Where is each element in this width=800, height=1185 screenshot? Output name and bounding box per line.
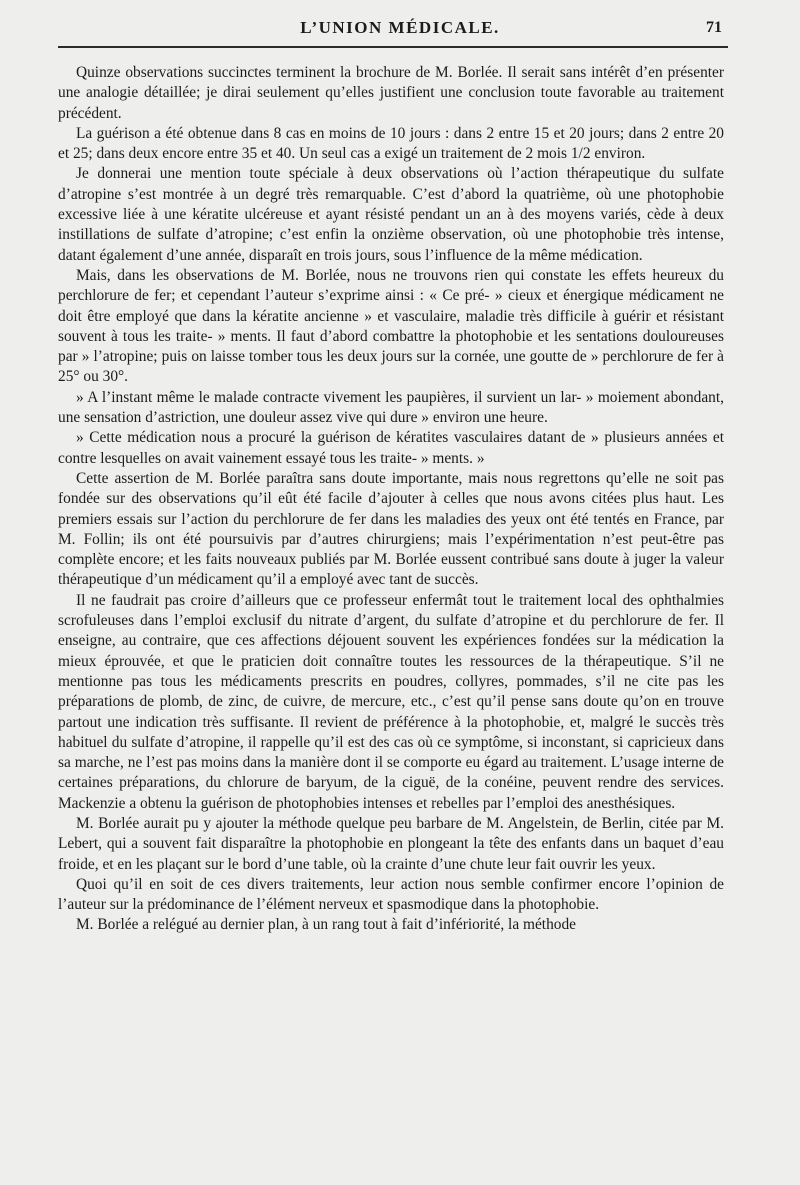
paragraph: Quinze observations succinctes terminent la brochure de M. Borlée. Il serait sans intérêt d’en présenter une analogie détaillée; je dirai seulement qu’elles justifient une conclusion toute favorable au traitement précédent. — [58, 64, 724, 122]
paragraph: M. Borlée a relégué au dernier plan, à un rang tout à fait d’infériorité, la méthode — [76, 916, 576, 934]
paragraph: M. Borlée aurait pu y ajouter la méthode quelque peu barbare de M. Angelstein, de Berlin, citée par M. Lebert, qui a souvent fait disparaître la photophobie en plongeant la tête des enfants dans un baquet d’eau froide, et en les plaçant sur le bord d’une table, où la crainte d’une chute leur fait ouvrir les yeux. — [58, 814, 724, 873]
quoted-paragraph: » Cette médication nous a procuré la guérison de kératites vasculaires datant de » plusieurs années et contre lesquelles on avait vainement essayé tous les traite- » ments. » — [58, 429, 724, 467]
page-number: 71 — [706, 19, 722, 36]
quoted-paragraph: » A l’instant même le malade contracte vivement les paupières, il survient un lar- » moiement abondant, une sensation d’astriction, une douleur assez vive qui dure » environ une heure. — [58, 388, 724, 427]
running-title: L’UNION MÉDICALE. — [300, 18, 500, 37]
page-header — [0, 18, 800, 46]
paragraph: Je donnerai une mention toute spéciale à deux observations où l’action thérapeutique du sulfate d’atropine s’est montrée à un degré très remarquable. C’est d’abord la quatrième, où une photophobie excessive liée à une kératite ulcéreuse et ayant résisté pendant un an à des moyens variés, cède à deux instillations de sulfate d’atropine; c’est enfin la onzième observation, où une photophobie très intense, datant également d’une année, disparaît en trois jours, sous l’influence de la même médication. — [58, 165, 724, 264]
body-text — [58, 63, 724, 936]
paragraph: Quoi qu’il en soit de ces divers traitements, leur action nous semble confirmer encore l’opinion de l’auteur sur la prédominance de l’élément nerveux et spasmodique dans la photophobie. — [58, 875, 724, 914]
paragraph: Cette assertion de M. Borlée paraîtra sans doute importante, mais nous regrettons qu’elle ne soit pas fondée sur des observations qu’il eût été facile d’ajouter à celles que nous avons citées plus haut. Les premiers essais sur l’action du perchlorure de fer dans les maladies des yeux ont été tentés en France, par M. Follin; ils ont été poursuivis par d’autres chirurgiens; mais l’expérimentation n’est peut-être pas complète encore; et les faits nouveaux publiés par M. Borlée eussent contribué sans doute à juger la valeur thérapeutique d’un médicament qu’il a employé avec tant de succès. — [58, 469, 724, 589]
header-rule — [58, 46, 728, 48]
paragraph: La guérison a été obtenue dans 8 cas en moins de 10 jours : dans 2 entre 15 et 20 jours; dans 2 entre 20 et 25; dans deux encore entre 35 et 40. Un seul cas a exigé un traitement de 2 mois 1/2 environ. — [58, 124, 724, 163]
paragraph: Mais, dans les observations de M. Borlée, nous ne trouvons rien qui constate les effets heureux du perchlorure de fer; et cependant l’auteur s’exprime ainsi : « Ce pré- » cieux et énergique médicament ne doit être employé que dans la kératite ancienne » et vasculaire, maladie très difficile à guérir et résistant souvent à tous les traite- » ments. Il faut d’abord combattre la photophobie et les sentations douloureuses par » l’atropine; puis on laisse tomber tous les deux jours sur la cornée, une goutte de » perchlorure de fer à 25° ou 30°. — [58, 266, 724, 386]
paragraph: Il ne faudrait pas croire d’ailleurs que ce professeur enfermât tout le traitement local des ophthalmies scrofuleuses dans l’emploi exclusif du nitrate d’argent, du sulfate d’atropine et du perchlorure de fer. Il enseigne, au contraire, que ces affections déjouent souvent les expériences fondées sur la médication la mieux éprouvée, et que le praticien doit connaître toutes les ressources de la thérapeutique. S’il ne mentionne pas tous les médicaments prescrits en poudres, collyres, pommades, s’il ne cite pas les préparations de plomb, de zinc, de cuivre, de mercure, etc., c’est qu’il pense sans doute qu’on en trouve partout une indication très suffisante. Il revient de préférence à la photophobie, et, malgré le succès très habituel du sulfate d’atropine, il rappelle qu’il est des cas où ce symptôme, si inconstant, si capricieux dans sa marche, ne l’est pas moins dans la manière dont il se comporte eu égard au traitement. L’usage interne de certaines préparations, du chlorure de baryum, de la ciguë, de la conéine, peuvent rendre des services. Mackenzie a obtenu la guérison de photophobies intenses et rebelles par l’emploi des anesthésiques. — [58, 591, 724, 812]
